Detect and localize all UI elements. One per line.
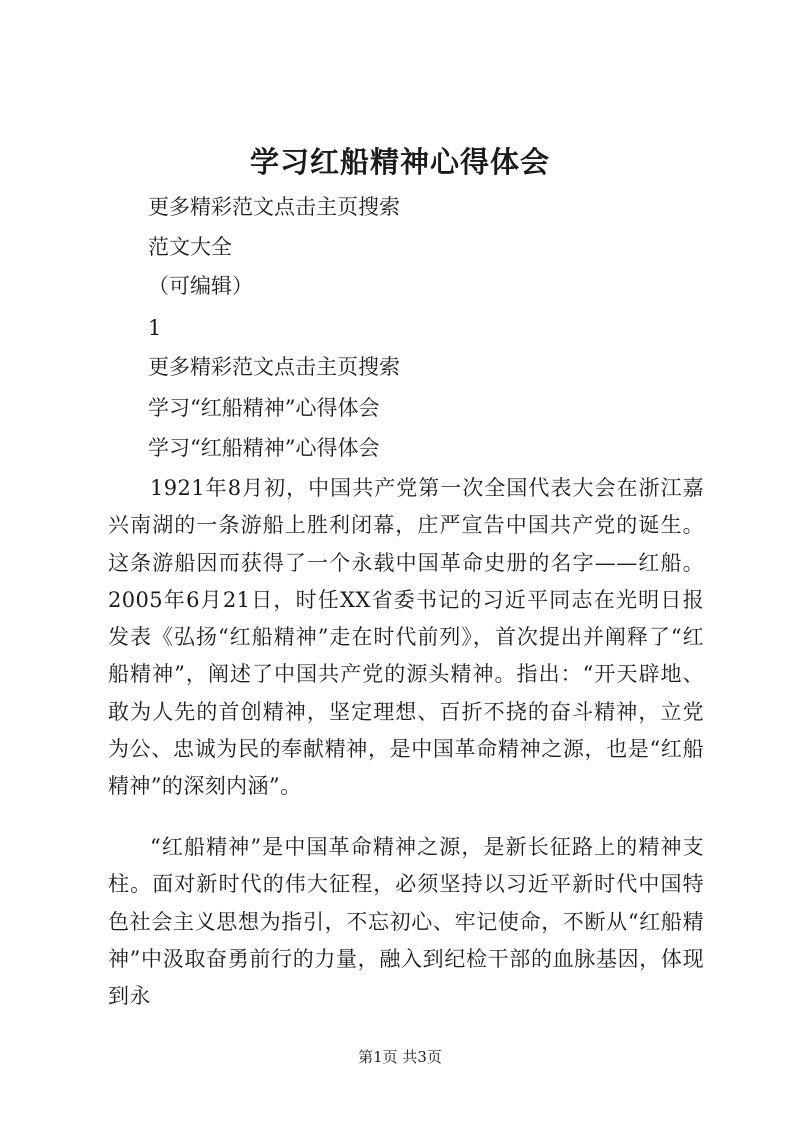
subtitle-line-repeat: 学习“红船精神”心得体会 — [148, 436, 380, 460]
document-title: 学习红船精神心得体会 — [249, 145, 550, 179]
body-paragraph-2: “红船精神”是中国革命精神之源，是新长征路上的精神支柱。面对新时代的伟大征程，必须坚持以习近平新时代中国特色社会主义思想为指引，不忘初心、牢记使命，不断从“红船精神”中汲取奋勇前行的力量，融入到纪检干部的血脉基因，体现到永 — [108, 835, 704, 1009]
page-footer: 第1页 共3页 — [358, 1048, 442, 1066]
header-line-more-templates-2: 更多精彩范文点击主页搜索 — [148, 355, 400, 379]
header-line-number: 1 — [148, 316, 162, 340]
body-paragraph-1: 1921年8月初，中国共产党第一次全国代表大会在浙江嘉兴南湖的一条游船上胜利闭幕，庄严宣告中国共产党的诞生。这条游船因而获得了一个永载中国革命史册的名字——红船。2005年6月21日，时任XX省委书记的习近平同志在光明日报发表《弘扬“红船精神”走在时代前列》，首次提出并阐释了“红船精神”，阐述了中国共产党的源头精神。指出：“开天辟地、敢为人先的首创精神，坚定理想、百折不挠的奋斗精神，立党为公、忠诚为民的奉献精神，是中国革命精神之源，也是“红船精神”的深刻内涵”。 — [108, 476, 704, 799]
header-line-more-templates: 更多精彩范文点击主页搜索 — [148, 195, 400, 219]
header-line-editable: （可编辑） — [148, 274, 253, 298]
header-line-collection: 范文大全 — [148, 235, 232, 259]
subtitle-line: 学习“红船精神”心得体会 — [148, 396, 380, 420]
